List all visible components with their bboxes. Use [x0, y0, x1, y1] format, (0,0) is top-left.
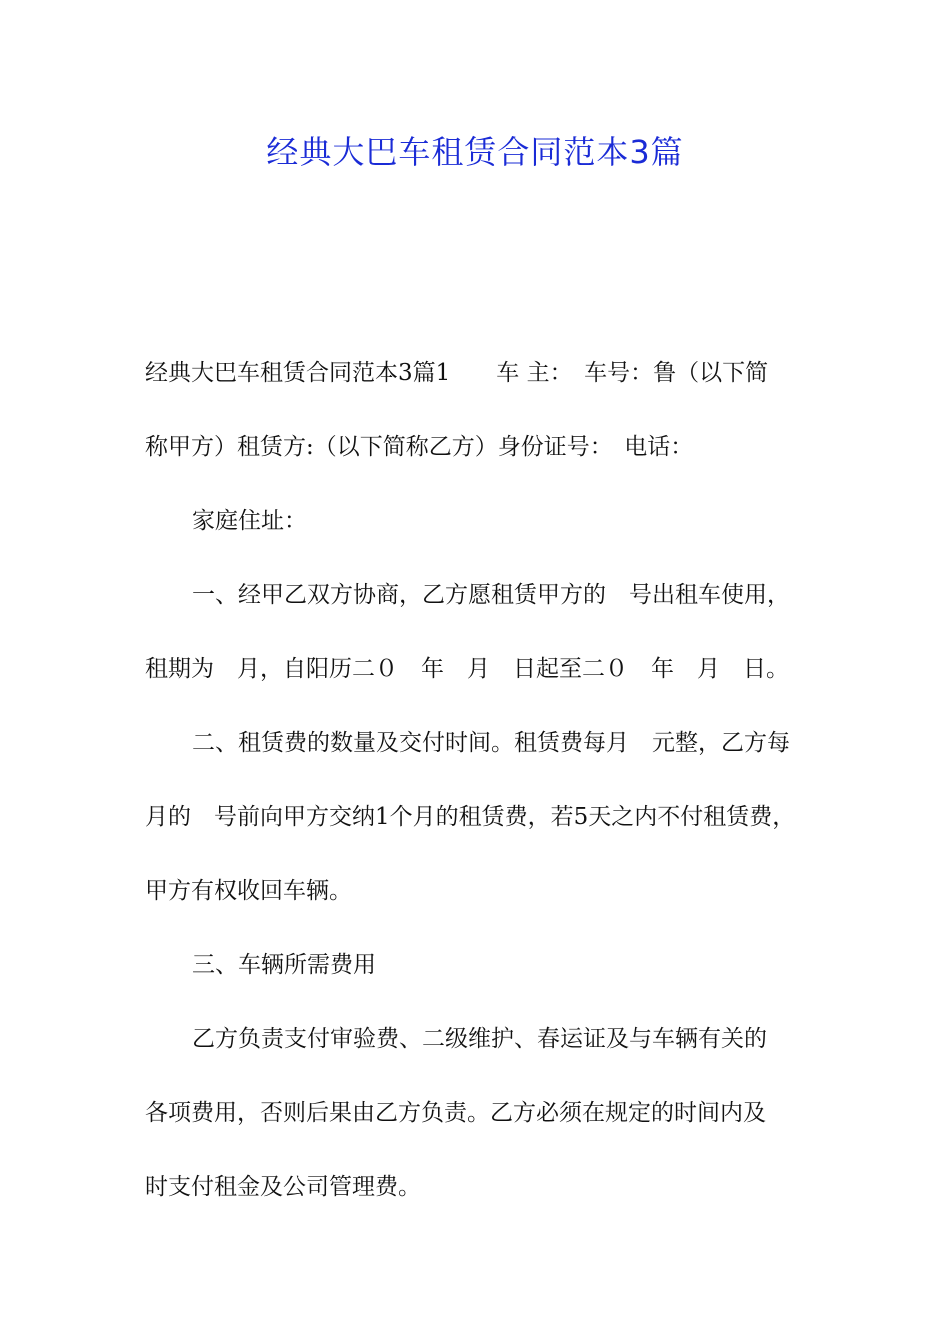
document-title: 经典大巴车租赁合同范本3篇: [266, 133, 684, 171]
body-line-1: 经典大巴车租赁合同范本3篇1 车 主： 车号：鲁（以下简: [145, 360, 769, 386]
body-line-10: 乙方负责支付审验费、二级维护、春运证及与车辆有关的: [192, 1026, 767, 1052]
document-body: [145, 336, 810, 1224]
body-line-4: 一、经甲乙双方协商，乙方愿租赁甲方的 号出租车使用，: [192, 582, 790, 608]
body-line-3: 家庭住址：: [192, 508, 307, 534]
body-line-7: 月的 号前向甲方交纳1个月的租赁费，若5天之内不付租赁费，: [145, 804, 796, 830]
body-line-12: 时支付租金及公司管理费。: [145, 1174, 421, 1200]
body-line-6: 二、租赁费的数量及交付时间。租赁费每月 元整，乙方每: [192, 730, 790, 756]
body-line-5: 租期为 月，自阳历二０ 年 月 日起至二０ 年 月 日。: [145, 656, 789, 682]
body-line-11: 各项费用，否则后果由乙方负责。乙方必须在规定的时间内及: [145, 1100, 766, 1126]
body-line-2: 称甲方）租赁方:（以下简称乙方）身份证号： 电话：: [145, 434, 694, 460]
body-line-9: 三、车辆所需费用: [192, 952, 376, 978]
body-line-8: 甲方有权收回车辆。: [145, 878, 352, 904]
